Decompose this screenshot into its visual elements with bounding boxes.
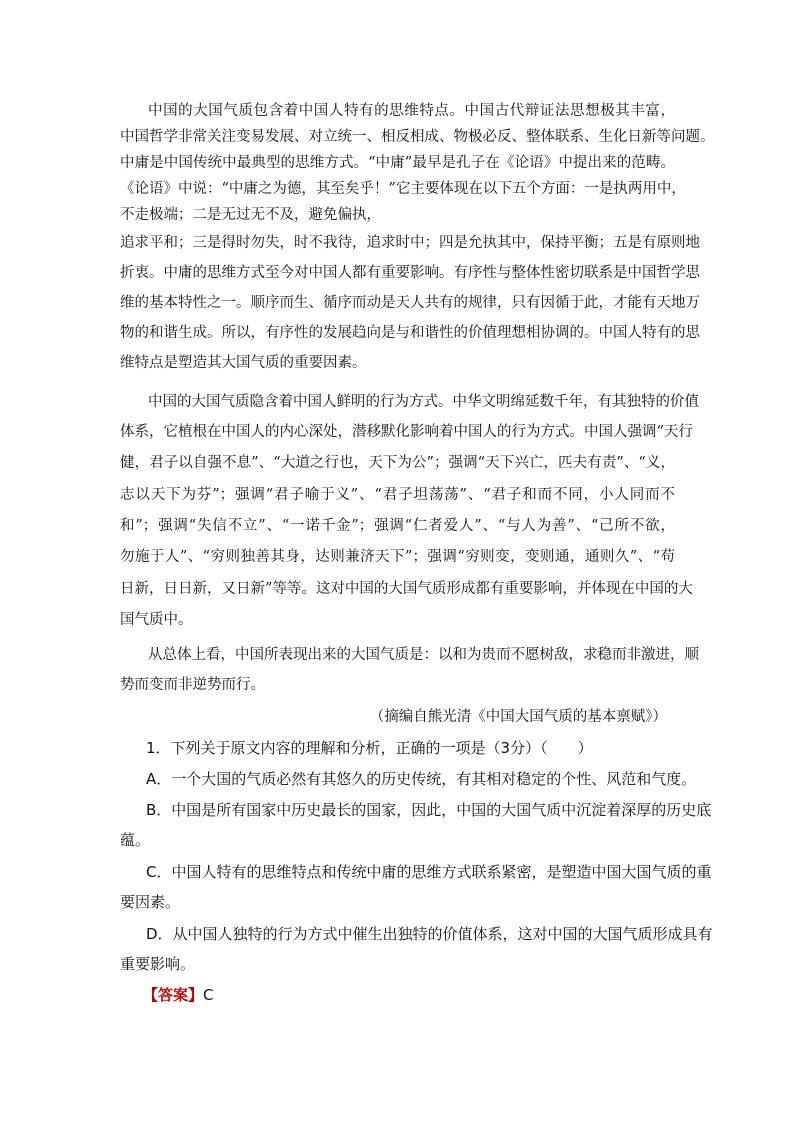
passage-line: 维的基本特性之一。顺序而生、循序而动是天人共有的规律，只有因循于此，才能有天地万 <box>120 295 700 311</box>
passage-line: 中国的大国气质包含着中国人特有的思维特点。中国古代辩证法思想极其丰富， <box>148 103 675 119</box>
passage-line: 勿施于人”、“穷则独善其身，达则兼济天下”；强调“穷则变，变则通，通则久”、“苟 <box>120 549 675 565</box>
answer-row <box>143 984 214 1006</box>
passage-line: 物的和谐生成。所以，有序性的发展趋向是与和谐性的价值理想相协调的。中国人特有的思 <box>120 325 700 341</box>
answer-value: C <box>203 986 214 1004</box>
question-stem: 1．下列关于原文内容的理解和分析，正确的一项是（3分）（ ） <box>146 739 593 757</box>
source-citation: （摘编自熊光清《中国大国气质的基本禀赋》） <box>369 709 667 725</box>
passage-line: 健，君子以自强不息”、“大道之行也，天下为公”；强调“天下兴亡，匹夫有责”、“义， <box>120 455 675 471</box>
passage-line: 国气质中。 <box>120 612 193 628</box>
option-d-cont: 重要影响。 <box>120 955 196 973</box>
passage-line: 折衷。中庸的思维方式至今对中国人都有重要影响。有序性与整体性密切联系是中国哲学思 <box>120 265 700 281</box>
option-a: A．一个大国的气质必然有其悠久的历史传统，有其相对稳定的个性、风范和气度。 <box>146 770 697 788</box>
option-d: D．从中国人独特的行为方式中催生出独特的价值体系，这对中国的大国气质形成具有 <box>146 925 713 943</box>
passage-line: 维特点是塑造其大国气质的重要因素。 <box>120 355 367 371</box>
option-c-cont: 要因素。 <box>120 893 181 911</box>
passage-line: 不走极端；二是无过无不及，避免偏执， <box>120 207 381 223</box>
passage-line: 从总体上看，中国所表现出来的大国气质是：以和为贵而不愿树敌，求稳而非激进，顺 <box>148 647 699 663</box>
passage-line: 志以天下为芬”；强调“君子喻于义”、“君子坦荡荡”、“君子和而不同，小人同而不 <box>120 487 675 503</box>
passage-line: 中国哲学非常关注变易发展、对立统一、相反相成、物极必反、整体联系、生化日新等问题。 <box>120 129 715 145</box>
passage-line: 和”；强调“失信不立”、“一诺千金”；强调“仁者爱人”、“与人为善”、“己所不欲， <box>120 518 675 534</box>
passage-line: 《论语》中说：“中庸之为德，其至矣乎！”它主要体现在以下五个方面：一是执两用中， <box>120 181 686 197</box>
option-b: B．中国是所有国家中历史最长的国家，因此，中国的大国气质中沉淀着深厚的历史底 <box>146 801 712 819</box>
passage-line: 中庸是中国传统中最典型的思维方式。“中庸”最早是孔子在《论语》中提出来的范畴。 <box>120 155 675 171</box>
passage-line: 追求平和；三是得时勿失，时不我待，追求时中；四是允执其中，保持平衡；五是有原则地 <box>120 235 700 251</box>
passage-line: 体系，它植根在中国人的内心深处，潜移默化影响着中国人的行为方式。中国人强调“天行 <box>120 424 693 440</box>
passage-line: 日新，日日新，又日新”等等。这对中国的大国气质形成都有重要影响，并体现在中国的大 <box>120 581 693 597</box>
answer-label: 【答案】 <box>143 986 204 1004</box>
option-c: C．中国人特有的思维特点和传统中庸的思维方式联系紧密，是塑造中国大国气质的重 <box>146 863 712 881</box>
option-b-cont: 蕴。 <box>120 831 151 849</box>
passage-line: 中国的大国气质隐含着中国人鲜明的行为方式。中华文明绵延数千年，有其独特的价值 <box>148 394 699 410</box>
passage-line: 势而变而非逆势而行。 <box>120 677 265 693</box>
